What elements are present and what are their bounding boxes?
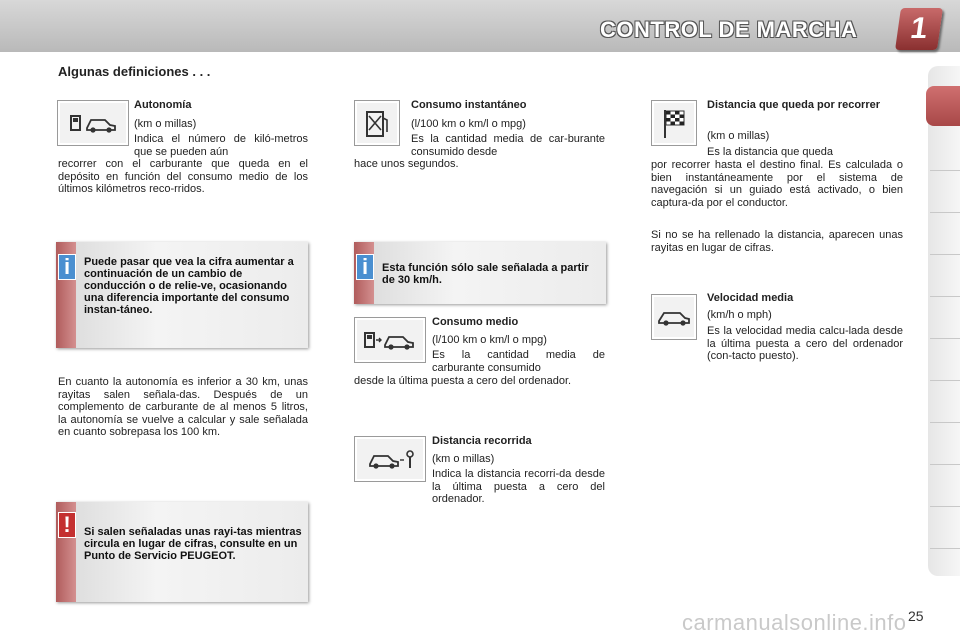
tab-divider [930, 548, 960, 549]
fuel-car-range-icon [57, 100, 129, 146]
tab-divider [930, 380, 960, 381]
consumo-medio-text-top: Es la cantidad media de carburante consumido [432, 349, 605, 374]
info-note-box-speed [354, 242, 606, 304]
distancia-destino-title: Distancia que queda por recorrer [707, 99, 880, 111]
chapter-tab-strip [928, 66, 960, 576]
autonomia-low-text: En cuanto la autonomía es inferior a 30 km, unas rayitas salen señala-das. Después de un complemento de carburante de al menos 5 litros, la autonomía se vuelve a calcular y sale señalada en cuanto sobrepasa los 100 km. [58, 376, 308, 438]
consumo-instantaneo-text-bottom: hace unos segundos. [354, 158, 459, 170]
distancia-destino-text-top: Es la distancia que queda [707, 146, 833, 158]
autonomia-text-top: Indica el número de kiló-metros que se pueden aún [134, 133, 308, 158]
consumo-instantaneo-unit: (l/100 km o km/l o mpg) [411, 118, 526, 130]
fuel-pump-icon [354, 100, 400, 146]
distancia-recorrida-text: Indica la distancia recorri-da desde la última puesta a cero del ordenador. [432, 468, 605, 505]
page-title: CONTROL DE MARCHA [600, 17, 858, 42]
tab-divider [930, 170, 960, 171]
distancia-recorrida-title: Distancia recorrida [432, 435, 532, 447]
autonomia-text-bottom: recorrer con el carburante que queda en el depósito en función del consumo medio de los últimos kilómetros reco-rridos. [58, 158, 308, 195]
info-note-text: Puede pasar que vea la cifra aumentar a continuación de un cambio de conducción o de relie-ve, ocasionando una diferencia importante del consumo instan-táneo. [84, 256, 294, 316]
tab-divider [930, 506, 960, 507]
checkered-flag-icon [651, 100, 697, 146]
tab-divider [930, 464, 960, 465]
tab-divider [930, 212, 960, 213]
car-distance-icon [354, 436, 426, 482]
autonomia-title: Autonomía [134, 99, 192, 111]
info-icon: i [58, 254, 76, 280]
fuel-car-consumption-icon [354, 317, 426, 363]
consumo-medio-unit: (l/100 km o km/l o mpg) [432, 334, 547, 346]
warning-icon: ! [58, 512, 76, 538]
autonomia-unit: (km o millas) [134, 118, 197, 130]
tab-divider [930, 338, 960, 339]
info-note-text: Esta función sólo sale señalada a partir de 30 km/h. [382, 262, 589, 286]
warning-note-box [56, 502, 308, 602]
distancia-destino-text-bottom: por recorrer hasta el destino final. Es calculada o bien instantáneamente por el sistema de navegación si un guiado está activado, o bien captura-da por el conductor. [651, 159, 903, 209]
warning-note-text: Si salen señaladas unas rayi-tas mientras circula en lugar de cifras, consulte en un Punto de Servicio PEUGEOT. [84, 526, 302, 562]
watermark: carmanualsonline.info [682, 610, 907, 635]
consumo-medio-text-bottom: desde la última puesta a cero del ordenador. [354, 375, 572, 387]
chapter-badge: 1 [895, 8, 943, 50]
page-number: 25 [908, 608, 924, 624]
tab-divider [930, 296, 960, 297]
car-speed-icon [651, 294, 697, 340]
tab-divider [930, 254, 960, 255]
velocidad-media-title: Velocidad media [707, 292, 794, 304]
chapter-tab-active[interactable] [926, 86, 960, 126]
velocidad-media-text: Es la velocidad media calcu-lada desde la última puesta a cero del ordenador (con-tacto puesto). [707, 325, 903, 362]
info-note-box [56, 242, 308, 348]
consumo-medio-title: Consumo medio [432, 316, 519, 328]
distancia-destino-unit: (km o millas) [707, 130, 770, 142]
consumo-instantaneo-text-top: Es la cantidad media de car-burante consumido desde [411, 133, 605, 158]
distancia-destino-text-extra: Si no se ha rellenado la distancia, aparecen unas rayitas en lugar de cifras. [651, 229, 903, 254]
distancia-recorrida-unit: (km o millas) [432, 453, 495, 465]
section-heading: Algunas definiciones . . . [58, 64, 211, 79]
velocidad-media-unit: (km/h o mph) [707, 309, 772, 321]
consumo-instantaneo-title: Consumo instantáneo [411, 99, 527, 111]
info-icon: i [356, 254, 374, 280]
tab-divider [930, 422, 960, 423]
